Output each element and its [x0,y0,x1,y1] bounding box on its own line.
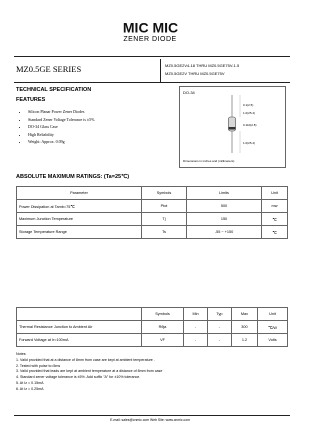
note-item: 2. Tested with pulse tc=5ms [16,363,61,368]
max-ratings-table [16,186,288,239]
note-item: 5. At Iz = 0.15mA [16,380,44,385]
feature-item: • DO-34 Glass Case [28,123,94,131]
note-item: 3. Valid provided that leads are kept at ambient temperature at a distance of 8mm from case [16,369,163,374]
param-cell: Storage Temperature Range [17,226,142,239]
table-row [17,321,288,334]
feature-item: • High Reliability [28,131,94,139]
limit-cell: -55 ~ +150 [187,226,262,239]
series-title: MZ0.5GE SERIES [16,64,82,74]
dim-lead-length-top: 1.0(25.4) [243,111,256,115]
table-header-row [17,308,288,321]
symbol-cell: Ptot [142,200,187,213]
header-cell: Symbols [142,187,187,200]
feature-item: • Weight: Approx. 0.09g [28,138,94,146]
package-drawing [179,86,286,168]
models-line-2: MZ0.5GE2V THRU MZ0.5GE75V [165,71,225,76]
mic-logo [122,19,179,36]
param-cell: Power Dissipation at Tamb=75℃ [17,200,142,213]
header-cell: Unit [258,308,288,321]
unit-cell: ℃ [262,226,288,239]
feature-item: • Standard Zener Voltage Tolerance is ±5% [28,116,94,124]
notes-section [16,352,162,393]
features-list [16,108,94,146]
footer-divider [14,415,290,416]
param-cell: Forward Voltage at Ir=100mA [17,334,142,347]
max-cell: 1.2 [231,334,257,347]
typ-cell: - [207,321,231,334]
note-item: 6. At Iz = 0.25mA [16,386,44,391]
notes-title: Notes: [16,352,27,356]
footer-contact: E-mail: sales@cnmic.com Web Site: www.cnmic.com [110,418,190,422]
symbol-cell: VF [142,334,184,347]
header-cell: Typ [207,308,231,321]
symbol-cell: Ts [142,226,187,239]
table-row [17,226,288,239]
package-label: DO-34 [183,90,195,95]
limit-cell: 500 [187,200,262,213]
dim-lead-length-bottom: 1.0(25.4) [243,141,256,145]
diode-outline [180,87,285,167]
features-heading: FEATURES [16,97,46,103]
table-row [17,200,288,213]
table-row [17,213,288,226]
feature-item: • Silicon Planar Power Zener Diodes [28,108,94,116]
package-footnote: Dimensions in inches and (millimeters) [183,159,235,163]
unit-cell: mw [262,200,288,213]
min-cell: - [184,321,208,334]
min-cell: - [184,334,208,347]
header-cell: Unit [262,187,288,200]
unit-cell: Volts [258,334,288,347]
param-cell: Thermal Resistance Junction to Ambient Air [17,321,142,334]
models-line-1: MZ0.5GE2V4-18 THRU MZ0.5GE75V-1.5 [165,63,240,68]
max-cell: 300 [231,321,257,334]
symbol-cell: Rθja [142,321,184,334]
section-divider [14,82,290,83]
header-cell: Limits [187,187,262,200]
header-cell: Max [231,308,257,321]
header-cell: Symbols [142,308,184,321]
typ-cell: - [207,334,231,347]
characteristics-table [16,307,288,347]
header-cell [17,308,142,321]
symbol-cell: Tj [142,213,187,226]
note-item: 1. Valid provided that at a distance of 8mm from case are kept at ambient temperature . [16,357,155,362]
limit-cell: 150 [187,213,262,226]
logo-text: MIC MIC [122,19,179,36]
subtitle: ZENER DIODE [123,36,177,43]
param-cell: Maximum Junction Temperature [17,213,142,226]
table-header-row [17,187,288,200]
header-cell: Parameter [17,187,142,200]
series-divider [160,59,161,82]
unit-cell: ℃ [262,213,288,226]
max-ratings-title: ABSOLUTE MAXIMUM RATINGS: (Ta=25℃) [16,174,130,180]
note-item: 4. Standard zener voltage tolerance is ±5%. Add suffix "A" for ±10% tolerance. [16,375,141,380]
tech-spec-heading: TECHNICAL SPECIFICATION [16,87,92,93]
dim-body: 0.110(2.8) [243,123,257,127]
table-row [17,334,288,347]
dim-lead-top: 0.1(2.5) [243,103,254,107]
header-cell: Min [184,308,208,321]
top-divider [14,56,290,57]
unit-cell: ℃/W [258,321,288,334]
